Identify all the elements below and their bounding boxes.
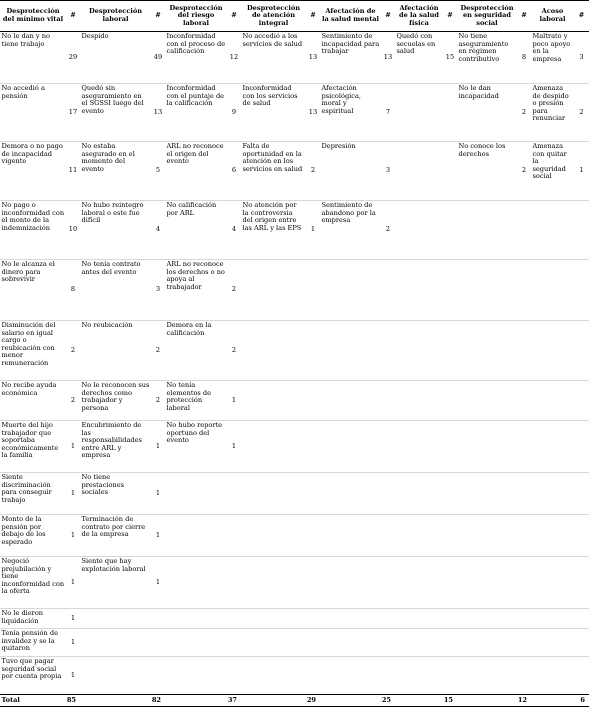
header-count: # xyxy=(517,1,531,32)
category-cell: Muerte del hijo trabajador que soportaba económicamente la familia xyxy=(0,421,66,473)
count-cell: 9 xyxy=(227,84,241,142)
category-cell xyxy=(531,515,574,557)
total-spacer xyxy=(395,695,443,707)
category-cell: Amenaza con quitar la seguridad social xyxy=(531,142,574,201)
count-cell xyxy=(306,260,320,321)
category-cell: No tiene aseguramiento en régimen contributivo xyxy=(457,32,517,84)
category-cell: No le dieron liquidación xyxy=(0,609,66,629)
count-cell xyxy=(381,609,395,629)
table-row xyxy=(0,609,589,629)
header-minimo-vital: Desprotección del mínimo vital xyxy=(0,1,66,32)
category-cell: Amenaza de despido o presión para renunciar xyxy=(531,84,574,142)
count-cell xyxy=(381,657,395,695)
category-cell xyxy=(320,557,381,609)
count-cell: 2 xyxy=(227,321,241,381)
category-cell xyxy=(531,609,574,629)
count-cell xyxy=(306,381,320,421)
count-cell xyxy=(574,473,589,515)
category-cell xyxy=(320,657,381,695)
count-cell: 6 xyxy=(227,142,241,201)
count-cell xyxy=(151,609,165,629)
count-cell: 1 xyxy=(151,421,165,473)
category-cell: No tenía elementos de protección laboral xyxy=(165,381,227,421)
table-row xyxy=(0,142,589,201)
count-cell: 1 xyxy=(66,657,80,695)
category-cell xyxy=(531,201,574,260)
count-cell: 3 xyxy=(151,260,165,321)
table-row xyxy=(0,657,589,695)
category-cell: Maltrato y poco apoyo en la empresa xyxy=(531,32,574,84)
category-cell: No recibe ayuda económica xyxy=(0,381,66,421)
category-cell xyxy=(531,557,574,609)
category-cell: Disminución del salario en igual cargo o reubicación con menor remuneración xyxy=(0,321,66,381)
count-cell xyxy=(443,609,457,629)
category-cell: No atención por la controversia del origen entre las ARL y las EPS xyxy=(241,201,306,260)
category-cell: Demora o no pago de incapacidad vigente xyxy=(0,142,66,201)
category-cell: ARL no reconoce el origen del evento xyxy=(165,142,227,201)
category-cell xyxy=(320,421,381,473)
category-cell xyxy=(320,629,381,657)
header-riesgo-laboral: Desprotección del riesgo laboral xyxy=(165,1,227,32)
category-cell: No tiene prestaciones sociales xyxy=(80,473,151,515)
count-cell: 2 xyxy=(306,142,320,201)
count-cell: 4 xyxy=(151,201,165,260)
count-cell xyxy=(381,557,395,609)
category-cell xyxy=(241,629,306,657)
header-count: # xyxy=(574,1,589,32)
header-acoso-laboral: Acoso laboral xyxy=(531,1,574,32)
count-cell: 13 xyxy=(306,32,320,84)
category-cell: No calificación por ARL xyxy=(165,201,227,260)
count-cell: 2 xyxy=(151,381,165,421)
total-count: 12 xyxy=(517,695,531,707)
category-cell xyxy=(531,657,574,695)
total-spacer xyxy=(320,695,381,707)
category-cell xyxy=(395,381,443,421)
header-salud-fisica: Afectación de la salud física xyxy=(395,1,443,32)
table-row xyxy=(0,381,589,421)
category-cell xyxy=(457,321,517,381)
count-cell xyxy=(306,473,320,515)
category-cell: Despido xyxy=(80,32,151,84)
count-cell xyxy=(381,629,395,657)
count-cell xyxy=(443,629,457,657)
count-cell xyxy=(517,473,531,515)
category-cell xyxy=(531,381,574,421)
category-cell xyxy=(165,609,227,629)
table-row xyxy=(0,260,589,321)
category-cell xyxy=(395,84,443,142)
count-cell: 5 xyxy=(151,142,165,201)
category-cell xyxy=(395,201,443,260)
category-cell xyxy=(165,515,227,557)
total-count: 15 xyxy=(443,695,457,707)
count-cell: 13 xyxy=(151,84,165,142)
count-cell xyxy=(517,381,531,421)
count-cell xyxy=(574,657,589,695)
category-cell: No tenía contrato antes del evento xyxy=(80,260,151,321)
category-cell xyxy=(531,421,574,473)
category-cell: Terminación de contrato por cierre de la empresa xyxy=(80,515,151,557)
category-cell xyxy=(320,609,381,629)
count-cell xyxy=(574,381,589,421)
category-cell: Quedó sin aseguramiento en el SGSSI luego del evento xyxy=(80,84,151,142)
count-cell xyxy=(443,515,457,557)
count-cell xyxy=(574,515,589,557)
count-cell: 7 xyxy=(381,84,395,142)
category-cell: No estaba asegurado en el momento del evento xyxy=(80,142,151,201)
count-cell xyxy=(517,515,531,557)
count-cell xyxy=(517,201,531,260)
count-cell: 2 xyxy=(381,201,395,260)
count-cell: 1 xyxy=(151,515,165,557)
count-cell: 3 xyxy=(574,32,589,84)
total-spacer xyxy=(165,695,227,707)
category-cell xyxy=(320,515,381,557)
count-cell: 1 xyxy=(66,421,80,473)
category-cell xyxy=(395,142,443,201)
count-cell xyxy=(574,260,589,321)
count-cell: 8 xyxy=(517,32,531,84)
count-cell xyxy=(443,381,457,421)
total-count: 85 xyxy=(66,695,80,707)
category-cell: No accedió a los servicios de salud xyxy=(241,32,306,84)
count-cell: 10 xyxy=(66,201,80,260)
count-cell xyxy=(306,321,320,381)
category-cell xyxy=(320,381,381,421)
header-count: # xyxy=(306,1,320,32)
total-count: 82 xyxy=(151,695,165,707)
total-spacer xyxy=(241,695,306,707)
table-row xyxy=(0,421,589,473)
total-spacer xyxy=(531,695,574,707)
count-cell xyxy=(381,321,395,381)
count-cell xyxy=(574,629,589,657)
count-cell: 11 xyxy=(66,142,80,201)
category-cell: Inconformidad con el proceso de calificación xyxy=(165,32,227,84)
count-cell xyxy=(227,515,241,557)
header-salud-mental: Afectación de la salud mental xyxy=(320,1,381,32)
header-atencion-integral: Desprotección de atención integral xyxy=(241,1,306,32)
category-cell xyxy=(241,657,306,695)
category-cell xyxy=(395,657,443,695)
count-cell: 1 xyxy=(66,629,80,657)
total-row xyxy=(0,695,589,707)
category-cell xyxy=(457,609,517,629)
count-cell: 13 xyxy=(306,84,320,142)
count-cell xyxy=(443,657,457,695)
total-count: 6 xyxy=(574,695,589,707)
count-cell: 13 xyxy=(381,32,395,84)
category-cell xyxy=(457,557,517,609)
count-cell: 15 xyxy=(443,32,457,84)
category-cell xyxy=(241,515,306,557)
count-cell: 2 xyxy=(227,260,241,321)
category-cell: No le reconocen sus derechos como trabajador y persona xyxy=(80,381,151,421)
category-cell: Tenía pensión de invalidez y se la quitaron xyxy=(0,629,66,657)
count-cell xyxy=(443,421,457,473)
table-row xyxy=(0,473,589,515)
table-row xyxy=(0,32,589,84)
category-cell xyxy=(165,473,227,515)
category-cell xyxy=(80,609,151,629)
category-cell: Falta de oportunidad en la atención en los servicios en salud xyxy=(241,142,306,201)
category-cell: Inconformidad con el puntaje de la calificación xyxy=(165,84,227,142)
category-cell: No le dan incapacidad xyxy=(457,84,517,142)
count-cell xyxy=(574,421,589,473)
count-cell xyxy=(306,609,320,629)
count-cell xyxy=(381,473,395,515)
count-cell xyxy=(574,557,589,609)
count-cell xyxy=(517,609,531,629)
total-count: 37 xyxy=(227,695,241,707)
count-cell xyxy=(574,201,589,260)
category-cell: Sentimiento de incapacidad para trabajar xyxy=(320,32,381,84)
count-cell xyxy=(381,515,395,557)
count-cell xyxy=(381,260,395,321)
category-cell xyxy=(457,473,517,515)
category-cell xyxy=(457,629,517,657)
count-cell xyxy=(517,657,531,695)
count-cell: 2 xyxy=(66,321,80,381)
count-cell xyxy=(306,421,320,473)
category-cell xyxy=(531,260,574,321)
category-cell: Siente que hay explotación laboral xyxy=(80,557,151,609)
total-label: Total xyxy=(0,695,66,707)
header-seguridad-social: Desprotección en seguridad social xyxy=(457,1,517,32)
header-count: # xyxy=(66,1,80,32)
count-cell xyxy=(443,84,457,142)
count-cell: 1 xyxy=(227,421,241,473)
count-cell xyxy=(306,657,320,695)
category-cell: Tuvo que pagar seguridad social por cuenta propia xyxy=(0,657,66,695)
count-cell xyxy=(517,557,531,609)
category-cell: Quedó con secuelas en salud xyxy=(395,32,443,84)
category-cell: No accedió a pensión xyxy=(0,84,66,142)
category-cell xyxy=(395,260,443,321)
count-cell: 12 xyxy=(227,32,241,84)
header-count: # xyxy=(443,1,457,32)
count-cell: 2 xyxy=(151,321,165,381)
category-cell xyxy=(241,421,306,473)
table-row xyxy=(0,629,589,657)
header-count: # xyxy=(227,1,241,32)
total-count: 29 xyxy=(306,695,320,707)
table-row xyxy=(0,84,589,142)
category-cell xyxy=(395,421,443,473)
total-spacer xyxy=(80,695,151,707)
category-cell xyxy=(241,381,306,421)
category-cell xyxy=(457,381,517,421)
table-row xyxy=(0,201,589,260)
category-cell xyxy=(165,557,227,609)
category-cell xyxy=(395,473,443,515)
count-cell xyxy=(381,421,395,473)
count-cell xyxy=(227,473,241,515)
category-cell: Sentimiento de abandono por la empresa xyxy=(320,201,381,260)
count-cell xyxy=(151,657,165,695)
category-cell xyxy=(457,201,517,260)
category-cell xyxy=(241,557,306,609)
table-row xyxy=(0,321,589,381)
category-cell: No conoce los derechos xyxy=(457,142,517,201)
header-row xyxy=(0,1,589,32)
count-cell: 1 xyxy=(306,201,320,260)
category-cell xyxy=(531,321,574,381)
total-spacer xyxy=(457,695,517,707)
count-cell: 2 xyxy=(574,84,589,142)
category-cell xyxy=(531,473,574,515)
count-cell xyxy=(517,260,531,321)
count-cell xyxy=(306,515,320,557)
category-cell: No reubicación xyxy=(80,321,151,381)
category-cell: ARL no reconoce los derechos o no apoya al trabajador xyxy=(165,260,227,321)
category-cell xyxy=(241,321,306,381)
category-cell: No le alcanza el dinero para sobrevivir xyxy=(0,260,66,321)
count-cell: 1 xyxy=(66,473,80,515)
category-cell: Demora en la calificación xyxy=(165,321,227,381)
count-cell xyxy=(574,321,589,381)
category-cell xyxy=(165,657,227,695)
category-cell xyxy=(320,321,381,381)
table-row xyxy=(0,515,589,557)
category-cell: No le dan y no tiene trabajo xyxy=(0,32,66,84)
count-cell xyxy=(151,629,165,657)
count-cell xyxy=(517,629,531,657)
category-cell xyxy=(395,321,443,381)
count-cell xyxy=(517,321,531,381)
count-cell: 1 xyxy=(66,609,80,629)
category-cell: No hubo reintegro laboral o este fue difícil xyxy=(80,201,151,260)
count-cell: 1 xyxy=(66,515,80,557)
count-cell: 17 xyxy=(66,84,80,142)
count-cell: 1 xyxy=(151,557,165,609)
count-cell xyxy=(227,609,241,629)
category-cell: No pago o inconformidad con el monto de la indemnización xyxy=(0,201,66,260)
category-cell: Afectación psicológica, moral y espiritual xyxy=(320,84,381,142)
count-cell: 3 xyxy=(381,142,395,201)
count-cell xyxy=(443,557,457,609)
total-count: 25 xyxy=(381,695,395,707)
category-cell xyxy=(241,473,306,515)
count-cell xyxy=(443,321,457,381)
category-cell xyxy=(395,629,443,657)
category-cell xyxy=(241,609,306,629)
count-cell xyxy=(227,557,241,609)
count-cell xyxy=(306,629,320,657)
count-cell: 1 xyxy=(574,142,589,201)
count-cell: 4 xyxy=(227,201,241,260)
count-cell xyxy=(517,421,531,473)
header-laboral: Desprotección laboral xyxy=(80,1,151,32)
count-cell: 2 xyxy=(66,381,80,421)
category-cell: Monto de la pensión por debajo de los esperado xyxy=(0,515,66,557)
count-cell: 1 xyxy=(227,381,241,421)
category-cell xyxy=(320,260,381,321)
count-cell xyxy=(443,142,457,201)
category-cell xyxy=(395,515,443,557)
category-cell xyxy=(457,515,517,557)
count-cell: 1 xyxy=(151,473,165,515)
category-cell: Negoció prejubilación y tiene inconformidad con la oferta xyxy=(0,557,66,609)
category-cell xyxy=(165,629,227,657)
count-cell: 49 xyxy=(151,32,165,84)
count-cell xyxy=(306,557,320,609)
count-cell: 2 xyxy=(517,142,531,201)
table-row xyxy=(0,557,589,609)
category-cell: Inconformidad con los servicios de salud xyxy=(241,84,306,142)
category-cell xyxy=(241,260,306,321)
category-cell: Siente discriminación para conseguir trabajo xyxy=(0,473,66,515)
category-cell: Depresión xyxy=(320,142,381,201)
count-cell: 2 xyxy=(517,84,531,142)
count-cell xyxy=(227,629,241,657)
category-cell xyxy=(457,421,517,473)
category-cell xyxy=(531,629,574,657)
count-cell: 29 xyxy=(66,32,80,84)
header-count: # xyxy=(151,1,165,32)
count-cell xyxy=(443,473,457,515)
header-count: # xyxy=(381,1,395,32)
count-cell: 8 xyxy=(66,260,80,321)
category-cell xyxy=(320,473,381,515)
category-cell xyxy=(395,557,443,609)
count-cell: 1 xyxy=(66,557,80,609)
category-cell: Encubrimiento de las responsabilidades entre ARL y empresa xyxy=(80,421,151,473)
count-cell xyxy=(381,381,395,421)
category-cell xyxy=(457,657,517,695)
category-cell xyxy=(395,609,443,629)
count-cell xyxy=(443,260,457,321)
count-cell xyxy=(227,657,241,695)
table-body xyxy=(0,32,589,695)
category-cell xyxy=(80,629,151,657)
category-cell: No hubo reporte oportuno del evento xyxy=(165,421,227,473)
category-cell xyxy=(457,260,517,321)
count-cell xyxy=(443,201,457,260)
count-cell xyxy=(574,609,589,629)
category-cell xyxy=(80,657,151,695)
